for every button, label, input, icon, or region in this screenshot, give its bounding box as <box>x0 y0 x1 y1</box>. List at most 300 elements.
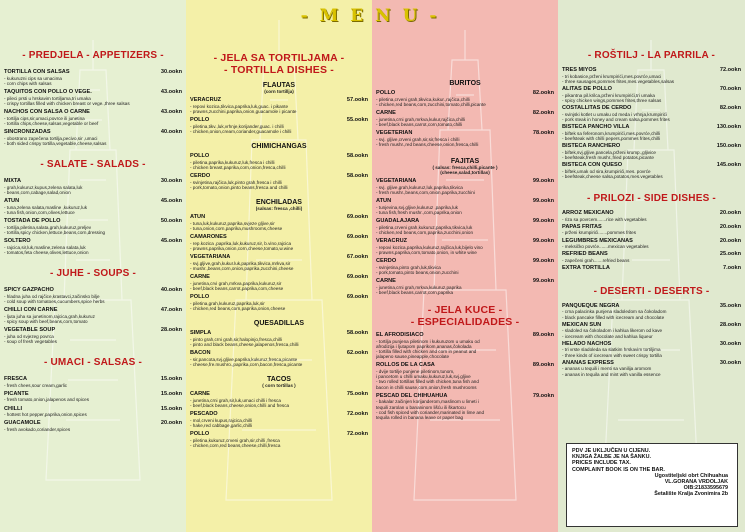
item-price: 72.ookn <box>719 67 741 73</box>
item-description: - spicy soup with beef,beans,corn,tomato <box>4 318 88 324</box>
item-name: CARNE <box>190 274 210 280</box>
item-price: 145.ookn <box>716 162 741 168</box>
item-name-row <box>376 332 554 339</box>
item-description: - pikantna pil.krilca,prženi krumpirići,tri umaka <box>562 92 655 98</box>
item-price: 28.ookn <box>719 321 741 328</box>
item-price: 69.ookn <box>346 234 368 240</box>
menu-item <box>4 109 182 126</box>
item-price: 89.ookn <box>532 332 554 338</box>
item-description: - beefsteak,fresh mushr.,fried potatos,picante <box>562 154 654 160</box>
item-description: - pork steak in honey and cream salsa,pommes frites <box>562 116 670 122</box>
item-name: VEGETARIANA <box>376 178 417 184</box>
item-price: 15.ookn <box>160 376 182 382</box>
item-description: tequila rolled in banana leave or paper bag <box>376 415 464 421</box>
item-name: POLLO <box>190 153 210 159</box>
item-description: - junetina,crvi grah,mrkva,paprika,kukuruz,sir <box>190 280 282 286</box>
item-description: - cod fish spiced with coriander,marinated in lime and <box>376 409 485 415</box>
item-description: - beef,black beans,carrot,paprika,corn,cheese <box>190 285 284 291</box>
item-name: VERACRUZ <box>190 97 222 103</box>
item-price: 67.ookn <box>346 254 368 260</box>
item-price: 58.ookn <box>346 330 368 336</box>
item-name: LEGUMBRES MEXICANAS <box>562 237 633 244</box>
item-name: BISTECA RANCHERO <box>562 143 621 149</box>
item-name-row <box>562 341 741 348</box>
item-description: - spicy chicken wings,pommes frites,three salsas <box>562 97 662 103</box>
item-name: BACON <box>190 350 211 356</box>
item-name: SOLTERO <box>4 238 31 244</box>
item-price: 69.ookn <box>346 214 368 220</box>
item-description: - hottest hot pepper,paprika,onion,spices <box>4 412 87 418</box>
item-name: ATUN <box>190 214 206 220</box>
item-description: - fresh avokado,coriander,spices <box>4 426 71 432</box>
item-name-row <box>190 294 368 301</box>
menu-item <box>4 238 182 255</box>
item-price: 70.ookn <box>719 86 741 92</box>
item-description: bacon in chilli sause,corn,onion,fresh mushrooms <box>376 384 477 390</box>
item-name: VEGETERIAN <box>376 130 413 136</box>
item-description: - tuna fish,onion,corn,olives,lettuce <box>4 209 75 215</box>
item-name-row <box>562 67 741 74</box>
menu-item <box>4 129 182 146</box>
item-price: 20.ookn <box>719 237 741 244</box>
item-name: PICANTE <box>4 390 29 397</box>
menu-item <box>190 153 368 170</box>
item-description: - grah,kukuruz,kupus,zelena salata,luk <box>4 184 83 190</box>
menu-item <box>562 210 741 222</box>
item-description: - black pancake filled with icecream and chocolate <box>562 314 665 320</box>
item-description: - beef,black beans,carrot,corn,paprika <box>376 289 454 295</box>
item-price: 15.ookn <box>160 390 182 397</box>
item-name-row <box>190 234 368 241</box>
item-description: - three kinds of icecream with sweet crispy tortilla <box>562 352 662 358</box>
menu-item <box>190 411 368 428</box>
item-name: FRESCA <box>4 376 27 382</box>
item-description: - sladoled sa čokoladom i kahlua likerom od kave <box>562 328 663 334</box>
info-line: Šetalište Kralja Zvonimira 2b <box>654 491 728 498</box>
item-price: 82.ookn <box>719 105 741 111</box>
item-description: - tortilla,spicy chicken,lettuce,beans,corn,dressing <box>4 229 106 235</box>
menu-item <box>4 327 182 344</box>
item-description: jalapeno sause,pineapple,chocolate <box>376 354 450 360</box>
item-description: - hake,red cabbage,garlic,chilli <box>190 422 253 428</box>
item-description: - mushr.,beans,corn,onion,paprika,zucchini,cheese <box>190 265 294 271</box>
menu-item <box>376 362 554 389</box>
menu-item <box>4 218 182 235</box>
item-description: - tuna,luk,kukuruz,paprika,svjeze gljive,sir <box>190 220 275 226</box>
item-name-row <box>562 322 741 329</box>
section-title: - JELA KUCE - <box>427 304 503 316</box>
menu-item <box>376 278 554 295</box>
item-name-row <box>4 238 182 245</box>
section-title: - DESERTI - DESERTS - <box>593 285 710 297</box>
item-name: CARNE <box>190 391 210 397</box>
item-name-row <box>4 406 182 413</box>
item-name-row <box>376 218 554 225</box>
item-description: - svj.gljive,grah,kukur.luk,paprika,tikvica,mrkva,sir <box>190 260 291 266</box>
item-description: - fresh mushr.,red beans,cheese,onion,fresca,chilli <box>376 141 479 147</box>
menu-item <box>4 287 182 304</box>
column-specialties <box>372 0 558 532</box>
item-name: SPICY GAZPACHO <box>4 287 54 293</box>
menu-item <box>376 130 554 147</box>
item-name: ATUN <box>4 198 20 204</box>
item-description: - ljuta juha sa junetinom,rajcica,grah,kukuruz <box>4 313 95 319</box>
item-price: 28.ookn <box>160 327 182 333</box>
item-name-row <box>4 327 182 334</box>
item-description: - piletina,grah,kukuruz,paprika,luk,sir <box>190 300 265 306</box>
item-name: MEXICAN SUN <box>562 321 602 328</box>
menu-title: - M E N U - <box>300 6 440 26</box>
item-description: - svj. gljive,crveni grah,sir,sir,fresca i chilli <box>376 136 460 142</box>
item-description: - tortilla filled with chicken and corn in peanut and <box>376 349 477 354</box>
info-line: PDV JE UKLJUČEN U CIJENU. <box>572 448 651 454</box>
item-name: TOSTADA DE POLLO <box>4 218 61 224</box>
menu-item <box>562 143 741 160</box>
item-description: - beef,black beans,carrot,corn,tomato,chilli <box>376 121 463 127</box>
item-description: - chicken,red beans,corn,paprika,zucchini,onion <box>376 229 474 235</box>
menu-item <box>376 198 554 215</box>
item-name-row <box>4 69 182 76</box>
item-description: - cold soup with tomatoes,cucumbers,spice herbs <box>4 298 105 304</box>
item-name-row <box>190 117 368 124</box>
category-subtitle: ( salsas: fresca,chilli,picante ) (cheese,salad,tortillas) <box>432 165 498 175</box>
menu-item <box>376 258 554 275</box>
item-description: - svj. gljive,grah,kukuruz,luk,paprika,tikvica <box>376 184 463 190</box>
item-name-row <box>562 265 741 272</box>
item-price: 130.ookn <box>716 124 741 130</box>
item-description: - tuna,zelena salata,masline ,kukuruz,luk <box>4 204 87 210</box>
item-name-row <box>190 153 368 160</box>
item-price: 30.ookn <box>719 340 741 347</box>
menu-item <box>4 376 182 388</box>
item-price: 7.ookn <box>722 265 741 272</box>
item-description: - bakalar začinjen korijanderom,maslinom u limeti i <box>376 399 479 405</box>
item-name-row <box>190 274 368 281</box>
menu-item <box>190 234 368 251</box>
menu-item <box>562 124 741 141</box>
item-description: - junetina,crni grah,mrkva,kukur,rajčica,chilli <box>376 116 465 122</box>
item-description: - soup of fresh vegetables <box>4 338 57 344</box>
specialties-content <box>376 0 554 423</box>
item-price: 40.ookn <box>160 129 182 135</box>
item-name: GUACAMOLE <box>4 420 41 427</box>
item-description: - svinjski kotlet u umaku od meda i vrhnja,krumpirići <box>562 111 667 117</box>
menu-item <box>190 173 368 190</box>
item-name: NACHOS CON SALSA O CARNE <box>4 109 90 115</box>
item-description: - chicken,corn,red beans,cheese,chilli,fresca <box>190 442 281 448</box>
item-description: - pinto and black beans,cheese,jalapenos,fresca,chilli <box>190 341 299 347</box>
item-description: - chicken,red beans,corn,zucchini,tomato,chilli,picante <box>376 101 486 107</box>
item-name: PESCADO <box>190 411 218 417</box>
item-name-row <box>190 431 368 438</box>
item-price: 35.ookn <box>719 302 741 309</box>
item-name-row <box>4 376 182 383</box>
item-name: BISTECA CON QUESO <box>562 162 623 168</box>
item-price: 99.ookn <box>532 258 554 264</box>
item-name: CHILLI CON CARNE <box>4 307 58 313</box>
item-description: - piletina,crveni grah,tikvica,kukur.,rajčica,chilli <box>376 96 470 102</box>
menu-item <box>4 178 182 195</box>
item-name: POLLO <box>190 294 210 300</box>
item-name: BISTECA PANCHO VILLA <box>562 124 630 130</box>
item-description: afrodizija i ljutapom paprikom,ananas,čokolada <box>376 343 472 349</box>
menu-item <box>562 162 741 179</box>
appetizers-content <box>4 0 182 435</box>
item-price: 30.ookn <box>160 178 182 184</box>
item-name-row <box>4 129 182 136</box>
item-description: - biftek,umak od sira,krumpirići,mes. povrće <box>562 168 651 174</box>
item-description: - zapečeni grah.......refried beans <box>562 257 630 263</box>
item-description: - pileci prsti u hrskavim tortiljama,tri umaka <box>4 95 91 101</box>
menu-item <box>562 67 741 84</box>
item-name: TRES MIYOS <box>562 67 597 73</box>
menu-item <box>190 97 368 114</box>
item-price: 69.ookn <box>346 294 368 300</box>
item-description: - beef,black beans,cheese,onion,chilli and fresca <box>190 402 290 408</box>
item-name: CERDO <box>190 173 211 179</box>
item-name: PESCAD DEL CHIHUAHUA <box>376 392 448 399</box>
item-description: - fresh mushr.,beans,corn,onion,paprika,zucchini <box>376 189 475 195</box>
item-name-row <box>4 420 182 427</box>
item-description: - tortilja cips,sir,umaci,povrce ili junetina <box>4 115 85 121</box>
item-price: 43.ookn <box>160 109 182 115</box>
item-name: POLLO <box>190 117 210 123</box>
item-name-row <box>376 238 554 245</box>
item-description: - three sausages,pommes frites,mes.vegetables,salsas <box>562 78 675 84</box>
item-name: MIXTA <box>4 178 21 184</box>
section-title: - ROŠTILJ - LA PARRILA - <box>587 50 716 61</box>
item-name: PAPAS FRITAS <box>562 223 602 230</box>
item-name-row <box>376 393 554 400</box>
item-description: - both sided crispy tortilla,vegetable,cheese,salsas <box>4 140 107 146</box>
item-description: - pork,tomato,onion,pinto beans,fresca and chilli <box>190 184 288 190</box>
item-description: - repovi kozica,tikvica,paprika,luk,guac. i pikante <box>190 103 289 109</box>
item-price: 72.ookn <box>346 431 368 437</box>
item-name: VEGETARIANA <box>190 254 231 260</box>
item-price: 150.ookn <box>716 143 741 149</box>
item-description: - junetina,crni grah,mrkva,kukuruz,paprika <box>376 284 462 290</box>
category-title: FLAUTAS <box>262 82 296 89</box>
item-name: VEGETABLE SOUP <box>4 327 56 333</box>
item-name-row <box>562 124 741 131</box>
item-name: VERACRUZ <box>376 238 408 244</box>
item-description: - ananas in tequila and mint with vanilla essence <box>562 371 661 377</box>
item-name-row <box>376 110 554 117</box>
menu-item <box>190 254 368 271</box>
item-name-row <box>190 97 368 104</box>
menu-item <box>190 330 368 347</box>
section-title: - PRILOZI - SIDE DISHES - <box>587 193 716 204</box>
item-name: EXTRA TORTILLA <box>562 265 610 272</box>
menu-item <box>4 406 182 418</box>
item-name-row <box>376 198 554 205</box>
item-name-row <box>562 105 741 112</box>
item-description: - mol,crveni kupus,rajcica,chilli <box>190 417 253 423</box>
item-description: - juha od svjezeg povrca <box>4 333 54 339</box>
menu-item <box>562 303 741 320</box>
item-description: - pork,tomato,pinto beans,onion,zucchini <box>376 269 459 275</box>
menu-item <box>190 391 368 408</box>
item-name: SINCRONIZADAS <box>4 129 51 135</box>
info-line: VL.GORANA VRDOLJAK <box>664 479 728 486</box>
section-title: - TORTILLA DISHES - <box>224 64 334 76</box>
item-name-row <box>190 330 368 337</box>
item-name: ANANAS EXPRESS <box>562 359 614 366</box>
grill-content <box>562 0 741 379</box>
item-name-row <box>190 254 368 261</box>
item-name: EL AFRODISIACO <box>376 332 424 338</box>
category-title: CHIMICHANGAS <box>251 143 307 150</box>
item-name: CAMARONES <box>190 234 227 240</box>
tortilla-content <box>190 0 368 451</box>
item-description: - cheese,fre.mushro.,paprika,corn,bacon,fresca,picante <box>190 361 303 367</box>
item-price: 43.ookn <box>160 89 182 95</box>
item-price: 72.ookn <box>346 411 368 417</box>
item-name-row <box>190 214 368 221</box>
item-name: REFRIED BEANS <box>562 251 608 258</box>
section-title: - PREDJELA - APPETIZERS - <box>22 50 164 61</box>
item-description: - biftek,svj.gljive,pancela,prženi krump.,gljivice <box>562 149 656 155</box>
item-description: - tortilja,piletina,salata,grah,kukuruz,preljev <box>4 224 92 230</box>
menu-item <box>4 69 182 86</box>
info-line: COMPLAINT BOOK IS ON THE BAR. <box>572 466 665 473</box>
item-name-row <box>376 178 554 185</box>
item-name-row <box>4 178 182 185</box>
item-description: - sir,pancota,svj.gljive,paprika,kukuruz,fresca,picante <box>190 356 298 362</box>
category-subtitle: (corn tortillja) <box>264 89 294 94</box>
item-description: - crispy tortillas filled with chicken breast or vege.,three salsas <box>4 100 130 106</box>
category-subtitle: (salsas: fresca ,chilli) <box>255 206 303 211</box>
item-name-row <box>562 360 741 367</box>
item-description: - junetina,crni grah,sir,luk,umaci chilli i fresca <box>190 397 281 403</box>
item-price: 20.ookn <box>719 210 741 216</box>
item-description: - beefsteak,cheese salsa,potatos,mes.vegetables <box>562 173 663 179</box>
menu-item <box>190 431 368 448</box>
item-description: - tri kobasice,prženi krumpirići,mes.povrće,umaci <box>562 73 662 79</box>
item-price: 69.ookn <box>346 274 368 280</box>
menu-item <box>562 105 741 122</box>
category-title: BURITOS <box>449 80 481 87</box>
item-description: tequili zarolan u bananinom lišću ili škartocu <box>376 404 466 410</box>
menu-item <box>376 393 554 420</box>
item-name: ALITAS DE POLLO <box>562 86 612 92</box>
item-name: PANQUEQUE NEGRA <box>562 302 620 309</box>
menu-item <box>562 265 741 272</box>
item-price: 20.ookn <box>719 223 741 230</box>
item-name-row <box>376 130 554 137</box>
category-title: FAJITAS <box>450 158 480 165</box>
item-name-row <box>376 362 554 369</box>
menu-item <box>190 274 368 291</box>
item-name: COSTALLITAS DE CERDO <box>562 105 632 111</box>
item-price: 62.ookn <box>346 350 368 356</box>
item-description: - piletina,paprika,kukuruz,luk,fresca i chilli <box>190 159 275 165</box>
item-name-row <box>190 391 368 398</box>
section-title: - JUHE - SOUPS - <box>50 268 136 279</box>
menu-item <box>376 332 554 359</box>
item-name-row <box>376 90 554 97</box>
menu-item <box>376 90 554 107</box>
menu-item <box>376 218 554 235</box>
menu-item <box>190 117 368 134</box>
item-name: HELADO NACHOS <box>562 340 612 347</box>
menu-item <box>190 350 368 367</box>
menu-item <box>562 224 741 236</box>
item-name-row <box>562 143 741 150</box>
info-box <box>566 443 738 527</box>
item-name: CERDO <box>376 258 397 264</box>
item-name-row <box>376 278 554 285</box>
item-description: - svinjetina,pinto grah,luk,tikvica <box>376 264 441 270</box>
section-title: - ESPECIALIDADES - <box>410 316 520 328</box>
item-name-row <box>562 303 741 310</box>
item-name-row <box>190 411 368 418</box>
item-description: - tri vrste sladoleda sa slatkim hrskavim tortiljima <box>562 347 661 353</box>
item-description: - beefsteak with chilli pepers,pommes frites,chilli <box>562 135 661 141</box>
item-name: CARNE <box>376 278 396 284</box>
column-appetizers <box>0 0 186 532</box>
item-name-row <box>4 307 182 314</box>
item-description: - repovi kozica,paprika,kukuruz,rajčica,luk,bijelo vino <box>376 244 483 250</box>
section-title: - SALATE - SALADS - <box>40 159 146 170</box>
item-name: CARNE <box>376 110 396 116</box>
info-line: KNJIGA ŽALBE JE NA ŠANKU. <box>572 454 651 461</box>
item-description: - hladna juha od rajčice,krastavci,začinsko bilje <box>4 293 100 299</box>
item-price: 30.ookn <box>160 69 182 75</box>
item-description: - prawns,paprika,corn,tomato,onion, in white wine <box>376 249 477 255</box>
menu-item <box>562 251 741 263</box>
menu-item <box>562 238 741 250</box>
item-description: - chicken,red beans,corn,paprika,onion,cheese <box>190 305 286 311</box>
item-description: - corn chips with salsas <box>4 80 52 86</box>
item-description: - icecream with chocolate and kahlua liqueur <box>562 333 653 339</box>
item-description: - beans,corn,cabage,salad,onion <box>4 189 71 195</box>
item-price: 57.ookn <box>346 97 368 103</box>
item-name-row <box>4 198 182 205</box>
item-name-row <box>376 258 554 265</box>
item-name-row <box>4 218 182 225</box>
item-description: - tunjevina,svj.gljive,kukuruz ,paprika,luk <box>376 204 458 210</box>
category-title: TACOS <box>267 376 291 383</box>
item-price: 20.ookn <box>160 420 182 427</box>
item-description: - meksičko povrće.......mexican vegetables <box>562 244 649 250</box>
item-description: - piletina,tikv.,luk,vrhnje,korijander,guac. i chilli <box>190 123 284 129</box>
item-price: 99.ookn <box>532 198 554 204</box>
item-description: - prawns,paprika,onion,corn,cheese,tomato,w.wine <box>190 245 294 251</box>
item-description: - chicken breast,paprika,corn,onion,fresca,chilli <box>190 164 286 170</box>
item-name: CHILLI <box>4 405 23 412</box>
item-price: 89.ookn <box>532 362 554 369</box>
category-subtitle: ( corn tortillas ) <box>262 383 296 388</box>
item-price: 58.ookn <box>346 153 368 159</box>
item-price: 50.ookn <box>160 218 182 224</box>
category-title: ENCHILADAS <box>256 199 302 206</box>
menu-item <box>376 110 554 127</box>
item-description: - fresh tomato,onion,jalapenos and spices <box>4 397 90 403</box>
category-title: QUESADILLAS <box>253 320 305 327</box>
item-name: TORTILLA CON SALSAS <box>4 69 70 75</box>
item-price: 82.ookn <box>532 110 554 116</box>
menu-item <box>190 294 368 311</box>
item-description: - rep.kozica ,paprika,luk,kukuruz,sir, b.vino,rajcica <box>190 240 292 246</box>
item-description: - tortilja punjena piletinom i kukuruzom u umaku od <box>376 338 480 344</box>
item-description: - riza sa povrcem.......rice with vegetables <box>562 216 647 222</box>
item-price: 30.ookn <box>719 359 741 366</box>
item-name-row <box>562 238 741 245</box>
item-description: - dvije tortilje punjene piletinom,tunom, <box>376 369 455 374</box>
item-name: ARROZ MEXICANO <box>562 210 614 216</box>
item-name: TAQUITOS CON POLLO O VEGE. <box>4 89 92 95</box>
